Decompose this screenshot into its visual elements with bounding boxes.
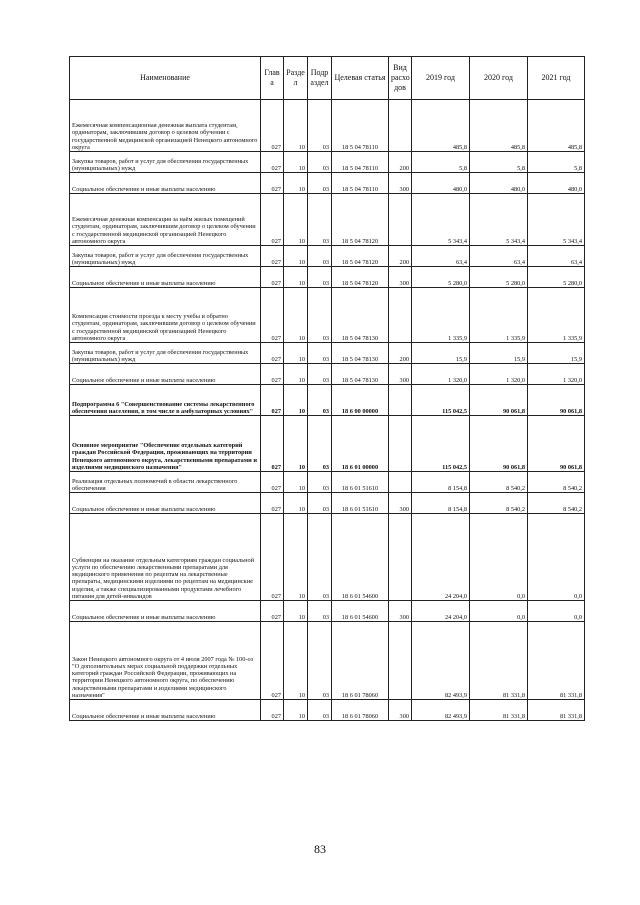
cell-name: Социальное обеспечение и иные выплаты населению xyxy=(70,493,261,514)
cell-glava: 027 xyxy=(261,343,284,364)
table-row xyxy=(70,514,585,601)
table-row xyxy=(70,246,585,267)
cell-2021: 1 335,9 xyxy=(528,288,585,343)
page-number: 83 xyxy=(314,842,326,856)
cell-2020: 81 331,8 xyxy=(470,622,528,700)
cell-2019: 63,4 xyxy=(412,246,470,267)
cell-2020: 90 061,8 xyxy=(470,416,528,472)
cell-podrazdel: 03 xyxy=(308,601,332,622)
cell-2019: 8 154,8 xyxy=(412,472,470,493)
cell-podrazdel: 03 xyxy=(308,385,332,416)
cell-2019: 115 042,5 xyxy=(412,385,470,416)
cell-razdel: 10 xyxy=(284,385,308,416)
cell-statya: 18 6 01 78060 xyxy=(332,622,389,700)
cell-2021: 480,0 xyxy=(528,173,585,194)
cell-vid xyxy=(389,288,412,343)
table-row xyxy=(70,622,585,700)
cell-vid xyxy=(389,622,412,700)
cell-2020: 0,0 xyxy=(470,601,528,622)
cell-2020: 5 343,4 xyxy=(470,194,528,246)
cell-razdel: 10 xyxy=(284,493,308,514)
cell-2019: 5 280,0 xyxy=(412,267,470,288)
cell-razdel: 10 xyxy=(284,622,308,700)
cell-podrazdel: 03 xyxy=(308,700,332,721)
cell-glava: 027 xyxy=(261,267,284,288)
cell-razdel: 10 xyxy=(284,288,308,343)
budget-table xyxy=(69,56,585,721)
cell-name: Субвенции на оказание отдельным категориям граждан социальной услуги по обеспечению лекарственными препаратами для медицинского применения по рецептам на лекарственные препараты, медицинскими изделиями по рецептам на медицинские изделия, а также специализированными продуктами лечебного питания для детей-инвалидов xyxy=(70,514,261,601)
header-2019: 2019 год xyxy=(412,57,470,100)
cell-razdel: 10 xyxy=(284,343,308,364)
table-row xyxy=(70,472,585,493)
cell-vid xyxy=(389,416,412,472)
cell-statya: 18 6 01 00000 xyxy=(332,416,389,472)
header-2021: 2021 год xyxy=(528,57,585,100)
cell-glava: 027 xyxy=(261,152,284,173)
cell-name: Социальное обеспечение и иные выплаты населению xyxy=(70,601,261,622)
cell-vid xyxy=(389,385,412,416)
cell-razdel: 10 xyxy=(284,267,308,288)
cell-name: Подпрограмма 6 "Совершенствование системы лекарственного обеспечения населения, в том числе в амбулаторных условиях" xyxy=(70,385,261,416)
cell-name: Ежемесячная компенсационная денежная выплата студентам, ординаторам, заключившим договор о целевом обучении с государственной медицинской организацией Ненецкого автономного округа xyxy=(70,100,261,152)
cell-vid: 200 xyxy=(389,152,412,173)
cell-glava: 027 xyxy=(261,385,284,416)
cell-vid: 300 xyxy=(389,267,412,288)
cell-podrazdel: 03 xyxy=(308,416,332,472)
cell-2020: 81 331,8 xyxy=(470,700,528,721)
cell-glava: 027 xyxy=(261,246,284,267)
cell-vid: 300 xyxy=(389,700,412,721)
cell-statya: 18 5 04 78110 xyxy=(332,152,389,173)
cell-2019: 5 343,4 xyxy=(412,194,470,246)
cell-razdel: 10 xyxy=(284,246,308,267)
cell-2019: 8 154,8 xyxy=(412,493,470,514)
cell-podrazdel: 03 xyxy=(308,194,332,246)
cell-podrazdel: 03 xyxy=(308,622,332,700)
cell-podrazdel: 03 xyxy=(308,152,332,173)
cell-2019: 24 204,0 xyxy=(412,514,470,601)
cell-razdel: 10 xyxy=(284,472,308,493)
cell-2019: 82 493,9 xyxy=(412,700,470,721)
header-statya: Целевая статья xyxy=(332,57,389,100)
cell-podrazdel: 03 xyxy=(308,288,332,343)
cell-glava: 027 xyxy=(261,173,284,194)
table-row xyxy=(70,364,585,385)
cell-statya: 18 5 04 78120 xyxy=(332,194,389,246)
table-row xyxy=(70,288,585,343)
cell-razdel: 10 xyxy=(284,152,308,173)
cell-name: Социальное обеспечение и иные выплаты населению xyxy=(70,364,261,385)
cell-glava: 027 xyxy=(261,622,284,700)
cell-2020: 8 540,2 xyxy=(470,493,528,514)
cell-name: Закупка товаров, работ и услуг для обеспечения государственных (муниципальных) нужд xyxy=(70,246,261,267)
cell-statya: 18 5 04 78130 xyxy=(332,364,389,385)
cell-statya: 18 6 01 51610 xyxy=(332,493,389,514)
cell-statya: 18 5 04 78110 xyxy=(332,100,389,152)
cell-2019: 1 335,9 xyxy=(412,288,470,343)
cell-2020: 15,9 xyxy=(470,343,528,364)
cell-2020: 63,4 xyxy=(470,246,528,267)
cell-2019: 15,9 xyxy=(412,343,470,364)
header-name: Наименование xyxy=(70,57,261,100)
cell-2021: 5,8 xyxy=(528,152,585,173)
cell-2019: 82 493,9 xyxy=(412,622,470,700)
cell-glava: 027 xyxy=(261,514,284,601)
cell-vid xyxy=(389,514,412,601)
cell-glava: 027 xyxy=(261,700,284,721)
cell-2020: 5,8 xyxy=(470,152,528,173)
cell-2019: 1 320,0 xyxy=(412,364,470,385)
cell-statya: 18 6 01 78060 xyxy=(332,700,389,721)
header-vid: Вид расхо дов xyxy=(389,57,412,100)
cell-name: Социальное обеспечение и иные выплаты населению xyxy=(70,267,261,288)
cell-2021: 90 061,8 xyxy=(528,385,585,416)
cell-2019: 485,8 xyxy=(412,100,470,152)
cell-2020: 480,0 xyxy=(470,173,528,194)
cell-2019: 480,0 xyxy=(412,173,470,194)
cell-vid: 300 xyxy=(389,173,412,194)
cell-glava: 027 xyxy=(261,194,284,246)
table-row xyxy=(70,700,585,721)
cell-2021: 81 331,8 xyxy=(528,700,585,721)
cell-2020: 8 540,2 xyxy=(470,472,528,493)
table-header-row xyxy=(70,57,585,100)
cell-podrazdel: 03 xyxy=(308,343,332,364)
cell-2020: 90 061,8 xyxy=(470,385,528,416)
cell-name: Социальное обеспечение и иные выплаты населению xyxy=(70,173,261,194)
cell-2021: 1 320,0 xyxy=(528,364,585,385)
cell-2020: 5 280,0 xyxy=(470,267,528,288)
cell-glava: 027 xyxy=(261,601,284,622)
cell-2021: 15,9 xyxy=(528,343,585,364)
cell-2021: 5 280,0 xyxy=(528,267,585,288)
table-row xyxy=(70,385,585,416)
cell-podrazdel: 03 xyxy=(308,100,332,152)
cell-name: Социальное обеспечение и иные выплаты населению xyxy=(70,700,261,721)
header-2020: 2020 год xyxy=(470,57,528,100)
cell-2021: 90 061,8 xyxy=(528,416,585,472)
cell-glava: 027 xyxy=(261,288,284,343)
cell-2020: 485,8 xyxy=(470,100,528,152)
cell-vid: 300 xyxy=(389,601,412,622)
cell-2019: 115 042,5 xyxy=(412,416,470,472)
budget-table-page xyxy=(69,56,584,721)
cell-2020: 1 335,9 xyxy=(470,288,528,343)
cell-2020: 1 320,0 xyxy=(470,364,528,385)
cell-glava: 027 xyxy=(261,416,284,472)
cell-name: Реализация отдельных полномочий в области лекарственного обеспечения xyxy=(70,472,261,493)
cell-2021: 5 343,4 xyxy=(528,194,585,246)
cell-2021: 81 331,8 xyxy=(528,622,585,700)
table-row xyxy=(70,152,585,173)
cell-name: Закупка товаров, работ и услуг для обеспечения государственных (муниципальных) нужд xyxy=(70,152,261,173)
cell-statya: 18 5 04 78120 xyxy=(332,267,389,288)
cell-2021: 63,4 xyxy=(528,246,585,267)
cell-statya: 18 5 04 78120 xyxy=(332,246,389,267)
cell-statya: 18 6 01 51610 xyxy=(332,472,389,493)
header-glava: Глав а xyxy=(261,57,284,100)
cell-razdel: 10 xyxy=(284,700,308,721)
cell-razdel: 10 xyxy=(284,514,308,601)
cell-podrazdel: 03 xyxy=(308,173,332,194)
cell-2019: 24 204,0 xyxy=(412,601,470,622)
cell-name: Основное мероприятие "Обеспечение отдельных категорий граждан Российской Федерации, проживающих на территории Ненецкого автономного округа, лекарственными препаратами и изделиями медицинского назначения" xyxy=(70,416,261,472)
table-row xyxy=(70,343,585,364)
cell-vid xyxy=(389,472,412,493)
cell-vid xyxy=(389,100,412,152)
cell-glava: 027 xyxy=(261,100,284,152)
cell-glava: 027 xyxy=(261,493,284,514)
table-row xyxy=(70,416,585,472)
cell-razdel: 10 xyxy=(284,364,308,385)
cell-razdel: 10 xyxy=(284,416,308,472)
cell-podrazdel: 03 xyxy=(308,267,332,288)
cell-glava: 027 xyxy=(261,472,284,493)
table-row xyxy=(70,194,585,246)
cell-2019: 5,8 xyxy=(412,152,470,173)
cell-statya: 18 5 04 78130 xyxy=(332,343,389,364)
cell-2021: 0,0 xyxy=(528,514,585,601)
cell-2020: 0,0 xyxy=(470,514,528,601)
cell-statya: 18 5 04 78110 xyxy=(332,173,389,194)
cell-2021: 8 540,2 xyxy=(528,472,585,493)
cell-podrazdel: 03 xyxy=(308,514,332,601)
cell-glava: 027 xyxy=(261,364,284,385)
cell-statya: 18 6 01 54600 xyxy=(332,514,389,601)
cell-2021: 8 540,2 xyxy=(528,493,585,514)
cell-vid: 300 xyxy=(389,493,412,514)
cell-name: Ежемесячная денежная компенсация за наём жилых помещений студентам, ординаторам, заключившим договор о целевом обучении с государственной медицинской организацией Ненецкого автономного округа xyxy=(70,194,261,246)
table-row xyxy=(70,100,585,152)
table-row xyxy=(70,173,585,194)
cell-statya: 18 6 00 00000 xyxy=(332,385,389,416)
cell-name: Компенсация стоимости проезда к месту учебы и обратно студентам, ординаторам, заключившим договор о целевом обучении с государственной медицинской организацией Ненецкого автономного округа xyxy=(70,288,261,343)
cell-name: Закон Ненецкого автономного округа от 4 июля 2007 года № 100-оз "О дополнительных мерах социальной поддержки отдельных категорий граждан Российской Федерации, проживающих на территории Ненецкого автономного округа, по обеспечению лекарственными препаратами и изделиями медицинского назначения" xyxy=(70,622,261,700)
table-body xyxy=(70,100,585,721)
cell-vid: 300 xyxy=(389,364,412,385)
cell-podrazdel: 03 xyxy=(308,364,332,385)
cell-podrazdel: 03 xyxy=(308,493,332,514)
cell-podrazdel: 03 xyxy=(308,472,332,493)
cell-statya: 18 5 04 78130 xyxy=(332,288,389,343)
cell-razdel: 10 xyxy=(284,194,308,246)
header-podrazdel: Подр аздел xyxy=(308,57,332,100)
cell-razdel: 10 xyxy=(284,100,308,152)
cell-2021: 485,8 xyxy=(528,100,585,152)
cell-vid: 200 xyxy=(389,343,412,364)
cell-vid: 200 xyxy=(389,246,412,267)
cell-podrazdel: 03 xyxy=(308,246,332,267)
table-row xyxy=(70,493,585,514)
cell-2021: 0,0 xyxy=(528,601,585,622)
cell-razdel: 10 xyxy=(284,601,308,622)
table-row xyxy=(70,267,585,288)
cell-name: Закупка товаров, работ и услуг для обеспечения государственных (муниципальных) нужд xyxy=(70,343,261,364)
table-row xyxy=(70,601,585,622)
cell-statya: 18 6 01 54600 xyxy=(332,601,389,622)
cell-razdel: 10 xyxy=(284,173,308,194)
cell-vid xyxy=(389,194,412,246)
header-razdel: Разде л xyxy=(284,57,308,100)
